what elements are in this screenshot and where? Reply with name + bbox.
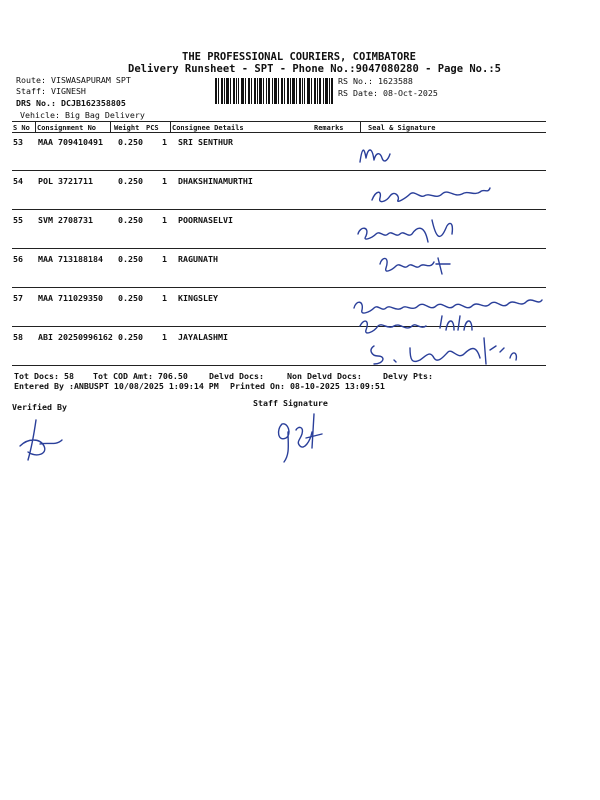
handwritten-signatures: [350, 138, 546, 374]
column-divider: [35, 121, 36, 132]
verifier-signature: [14, 416, 66, 464]
row-sno: 55: [13, 215, 23, 225]
row-consignment: POL 3721711: [38, 176, 93, 186]
table-top-border: [12, 121, 546, 122]
row-consignee: DHAKSHINAMURTHI: [178, 176, 253, 186]
header-seal-signature: Seal & Signature: [368, 124, 436, 132]
row-consignment: MAA 711029350: [38, 293, 103, 303]
row-sno: 57: [13, 293, 23, 303]
staff-signature-label: Staff Signature: [253, 398, 328, 408]
vehicle-label: Vehicle: Big Bag Delivery: [20, 110, 145, 120]
row-consignment: MAA 713188184: [38, 254, 103, 264]
delivered-docs: Delvd Docs:: [209, 371, 264, 381]
row-weight: 0.250: [118, 215, 143, 225]
drs-number: DRS No.: DCJB162358805: [16, 98, 126, 108]
row-weight: 0.250: [118, 254, 143, 264]
runsheet-subtitle: Delivery Runsheet - SPT - Phone No.:9047080280 - Page No.:5: [128, 63, 501, 75]
company-title: THE PROFESSIONAL COURIERS, COIMBATORE: [182, 51, 416, 63]
barcode: [215, 78, 333, 104]
row-consignee: KINGSLEY: [178, 293, 218, 303]
row-sno: 56: [13, 254, 23, 264]
row-weight: 0.250: [118, 137, 143, 147]
total-cod-amount: Tot COD Amt: 706.50: [93, 371, 188, 381]
header-consignment: Consignment No: [37, 124, 97, 132]
rs-date: RS Date: 08-Oct-2025: [338, 88, 438, 98]
row-consignment: ABI 20250996162: [38, 332, 113, 342]
row-sno: 53: [13, 137, 23, 147]
table-header-border: [12, 132, 546, 133]
row-consignee: RAGUNATH: [178, 254, 218, 264]
row-pcs: 1: [162, 332, 167, 342]
staff-label: Staff: VIGNESH: [16, 86, 86, 96]
row-pcs: 1: [162, 137, 167, 147]
row-weight: 0.250: [118, 332, 143, 342]
header-consignee: Consignee Details: [172, 124, 244, 132]
row-consignee: SRI SENTHUR: [178, 137, 233, 147]
non-delivered-docs: Non Delvd Docs:: [287, 371, 362, 381]
header-pcs: PCS: [146, 124, 159, 132]
row-consignee: JAYALASHMI: [178, 332, 228, 342]
route-label: Route: VISWASAPURAM SPT: [16, 75, 131, 85]
header-remarks: Remarks: [314, 124, 344, 132]
row-weight: 0.250: [118, 293, 143, 303]
row-sno: 58: [13, 332, 23, 342]
row-weight: 0.250: [118, 176, 143, 186]
rs-number: RS No.: 1623588: [338, 76, 413, 86]
row-consignee: POORNASELVI: [178, 215, 233, 225]
total-docs: Tot Docs: 58: [14, 371, 74, 381]
row-pcs: 1: [162, 293, 167, 303]
row-sno: 54: [13, 176, 23, 186]
row-pcs: 1: [162, 176, 167, 186]
verified-by-label: Verified By: [12, 402, 67, 412]
delivery-points: Delvy Pts:: [383, 371, 433, 381]
header-sno: S No: [13, 124, 30, 132]
entered-by: Entered By :ANBUSPT 10/08/2025 1:09:14 PM: [14, 381, 219, 391]
row-consignment: MAA 709410491: [38, 137, 103, 147]
row-consignment: SVM 2708731: [38, 215, 93, 225]
column-divider: [170, 121, 171, 132]
staff-signature: [268, 408, 328, 466]
header-weight: Weight: [114, 124, 140, 132]
column-divider: [360, 121, 361, 132]
printed-on: Printed On: 08-10-2025 13:09:51: [230, 381, 385, 391]
row-pcs: 1: [162, 215, 167, 225]
column-divider: [110, 121, 111, 132]
row-pcs: 1: [162, 254, 167, 264]
